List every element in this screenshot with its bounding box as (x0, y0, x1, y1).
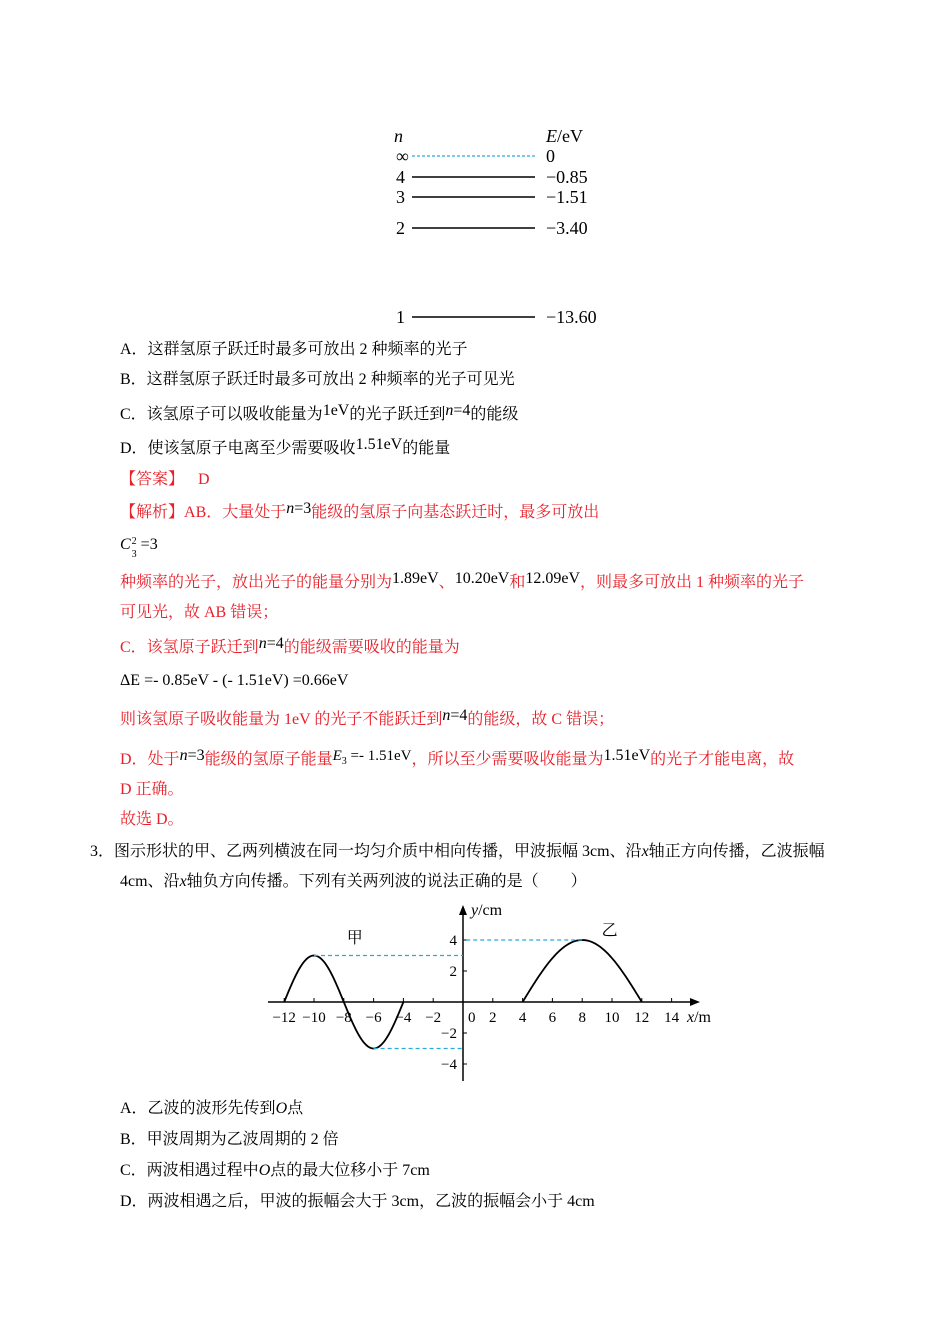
conclusion: 故选 D。 (120, 811, 184, 828)
level-energy-label: −3.40 (546, 218, 588, 238)
energy-value: 1.51eV (355, 436, 403, 453)
x-tick-label: 2 (489, 1010, 497, 1026)
n-value: =4 (266, 635, 284, 652)
n-symbol: n (286, 500, 295, 517)
y-axis-arrow (459, 905, 467, 915)
n-symbol: n (442, 707, 451, 724)
q2-option-c-post: 的能级 (470, 406, 519, 423)
level-energy-label: −0.85 (546, 167, 588, 187)
analysis-text: 种频率的光子，放出光子的能量分别为 (120, 574, 393, 591)
separator: 、 (438, 574, 455, 591)
level-n-label: 1 (396, 307, 405, 327)
level-n-label: ∞ (396, 146, 409, 166)
q3-stem-text: 轴负方向传播。下列有关两列波的说法正确的是（ ） (186, 873, 587, 890)
option-text: 点的最大位移小于 7cm (270, 1162, 430, 1179)
y-tick-label: −2 (441, 1026, 457, 1042)
analysis-text: 的能级，故 C 错误； (467, 711, 615, 728)
comb-c: C (120, 536, 131, 553)
n-value: =3 (294, 500, 312, 517)
x-tick-label: 14 (664, 1010, 680, 1026)
n-symbol: n (179, 747, 188, 764)
analysis-c-line-2 (120, 707, 615, 730)
analysis-line-3: 可见光，故 AB 错误； (120, 604, 279, 621)
option-text: A．乙波的波形先传到 (120, 1100, 276, 1117)
e-subscript: 3 (341, 756, 347, 767)
level-energy-label: −13.60 (546, 307, 597, 327)
analysis-text: 则该氢原子吸收能量为 1eV 的光子不能跃迁到 (120, 711, 443, 728)
analysis-text: 的能级需要吸收的能量为 (283, 639, 460, 656)
x-tick-label: 6 (548, 1010, 557, 1026)
analysis-tag: 【解析】 (120, 504, 185, 521)
analysis-line-2 (120, 570, 805, 593)
x-tick-label: −8 (335, 1010, 352, 1026)
x-axis-arrow (690, 998, 700, 1006)
comb-sup: 2 (131, 536, 137, 547)
option-text: C．两波相遇过程中 (120, 1162, 259, 1179)
energy-level-diagram (380, 120, 620, 330)
x-tick-label: 0 (468, 1010, 476, 1026)
level-energy-label: 0 (546, 146, 555, 166)
q3-option-c (120, 1161, 430, 1181)
e-value: =- 1.51eV (346, 748, 412, 764)
e-symbol: E (332, 748, 342, 764)
answer-line (120, 470, 210, 490)
ionization-energy: 1.51eV (603, 747, 651, 764)
x-tick-label: −2 (425, 1010, 442, 1026)
y-tick-label: 4 (449, 933, 457, 949)
x-tick-label: 12 (634, 1010, 650, 1026)
q2-option-c-pre: C．该氢原子可以吸收能量为 (120, 406, 323, 423)
comb-result: =3 (140, 536, 158, 553)
photon-energy-2: 10.20eV (454, 570, 510, 587)
energy-axis-label: E/eV (546, 126, 583, 146)
n-value: =3 (187, 747, 205, 764)
conjunction: 和 (509, 574, 526, 591)
analysis-text: ，则最多可放出 1 种频率的光子 (580, 574, 805, 591)
x-symbol: x (641, 843, 649, 860)
q3-option-b: B．甲波周期为乙波周期的 2 倍 (120, 1131, 339, 1148)
q3-stem-text: 4cm、沿 (120, 873, 180, 890)
delta-e-equation: ΔE =- 0.85eV - (- 1.51eV) =0.66eV (120, 672, 349, 689)
photon-energy-3: 12.09eV (525, 570, 581, 587)
x-tick-label: −4 (395, 1010, 412, 1026)
q3-stem-text: 轴正方向传播，乙波振幅 (648, 843, 825, 860)
n-value: =4 (450, 707, 468, 724)
q2-option-b: B．这群氢原子跃迁时最多可放出 2 种频率的光子可见光 (120, 371, 515, 388)
level-n-label: 3 (396, 187, 405, 207)
analysis-text: 的光子才能电离，故 (650, 751, 795, 768)
q2-option-c (120, 402, 519, 425)
level-n-label: 2 (396, 218, 405, 238)
answer-tag: 【答案】 (120, 471, 185, 488)
analysis-text: C．该氢原子跃迁到 (120, 639, 259, 656)
q2-option-d (120, 436, 451, 459)
analysis-d-line-2: D 正确。 (120, 781, 184, 798)
x-axis-label: x/m (687, 1009, 711, 1026)
x-tick-label: −6 (365, 1010, 382, 1026)
wave-series-2 (523, 940, 642, 1002)
analysis-text: AB．大量处于 (184, 504, 287, 521)
y-tick-label: 2 (449, 964, 457, 980)
x-tick-label: −10 (302, 1010, 326, 1026)
analysis-text: ，所以至少需要吸收能量为 (411, 751, 604, 768)
q3-stem-line-1 (90, 842, 825, 862)
n-axis-label: n (394, 126, 403, 146)
photon-energy-1: 1.89eV (392, 570, 439, 587)
level-n-label: 4 (396, 167, 405, 187)
q3-stem-line-2 (120, 872, 587, 892)
n-symbol: n (258, 635, 267, 652)
analysis-line-1 (120, 500, 600, 523)
analysis-d-line-1 (120, 747, 795, 772)
analysis-text: D．处于 (120, 751, 180, 768)
option-text: 点 (287, 1100, 304, 1117)
q3-option-d: D．两波相遇之后，甲波的振幅会大于 3cm，乙波的振幅会小于 4cm (120, 1193, 595, 1210)
y-tick-label: −4 (441, 1057, 457, 1073)
q2-option-a: A．这群氢原子跃迁时最多可放出 2 种频率的光子 (120, 341, 468, 358)
e3-expression (332, 748, 412, 767)
x-symbol: x (179, 873, 187, 890)
x-tick-label: −12 (272, 1010, 296, 1026)
n-symbol: n (445, 402, 454, 419)
q3-stem-text: 3．图示形状的甲、乙两列横波在同一均匀介质中相向传播，甲波振幅 3cm、沿 (90, 843, 642, 860)
comb-sub: 3 (131, 549, 137, 560)
o-symbol: O (275, 1100, 288, 1117)
answer-value: D (198, 471, 210, 488)
analysis-text: 能级的氢原子能量 (204, 751, 333, 768)
q3-option-a (120, 1099, 303, 1119)
o-symbol: O (258, 1162, 271, 1179)
q2-option-d-post: 的能量 (402, 440, 451, 457)
analysis-c-line-1 (120, 635, 460, 658)
n-value: =4 (453, 402, 471, 419)
series-label: 乙 (601, 922, 618, 940)
y-axis-label: y/cm (471, 902, 503, 919)
series-label: 甲 (346, 930, 363, 948)
wave-chart (260, 895, 730, 1090)
combination-formula (120, 535, 158, 560)
level-energy-label: −1.51 (546, 187, 588, 207)
q2-option-c-mid: 的光子跃迁到 (349, 406, 446, 423)
x-tick-label: 10 (604, 1010, 620, 1026)
x-tick-label: 4 (518, 1010, 527, 1026)
energy-value: 1eV (322, 402, 350, 419)
q2-option-d-pre: D．使该氢原子电离至少需要吸收 (120, 440, 356, 457)
analysis-text: 能级的氢原子向基态跃迁时，最多可放出 (311, 504, 600, 521)
x-tick-label: 8 (578, 1010, 586, 1026)
